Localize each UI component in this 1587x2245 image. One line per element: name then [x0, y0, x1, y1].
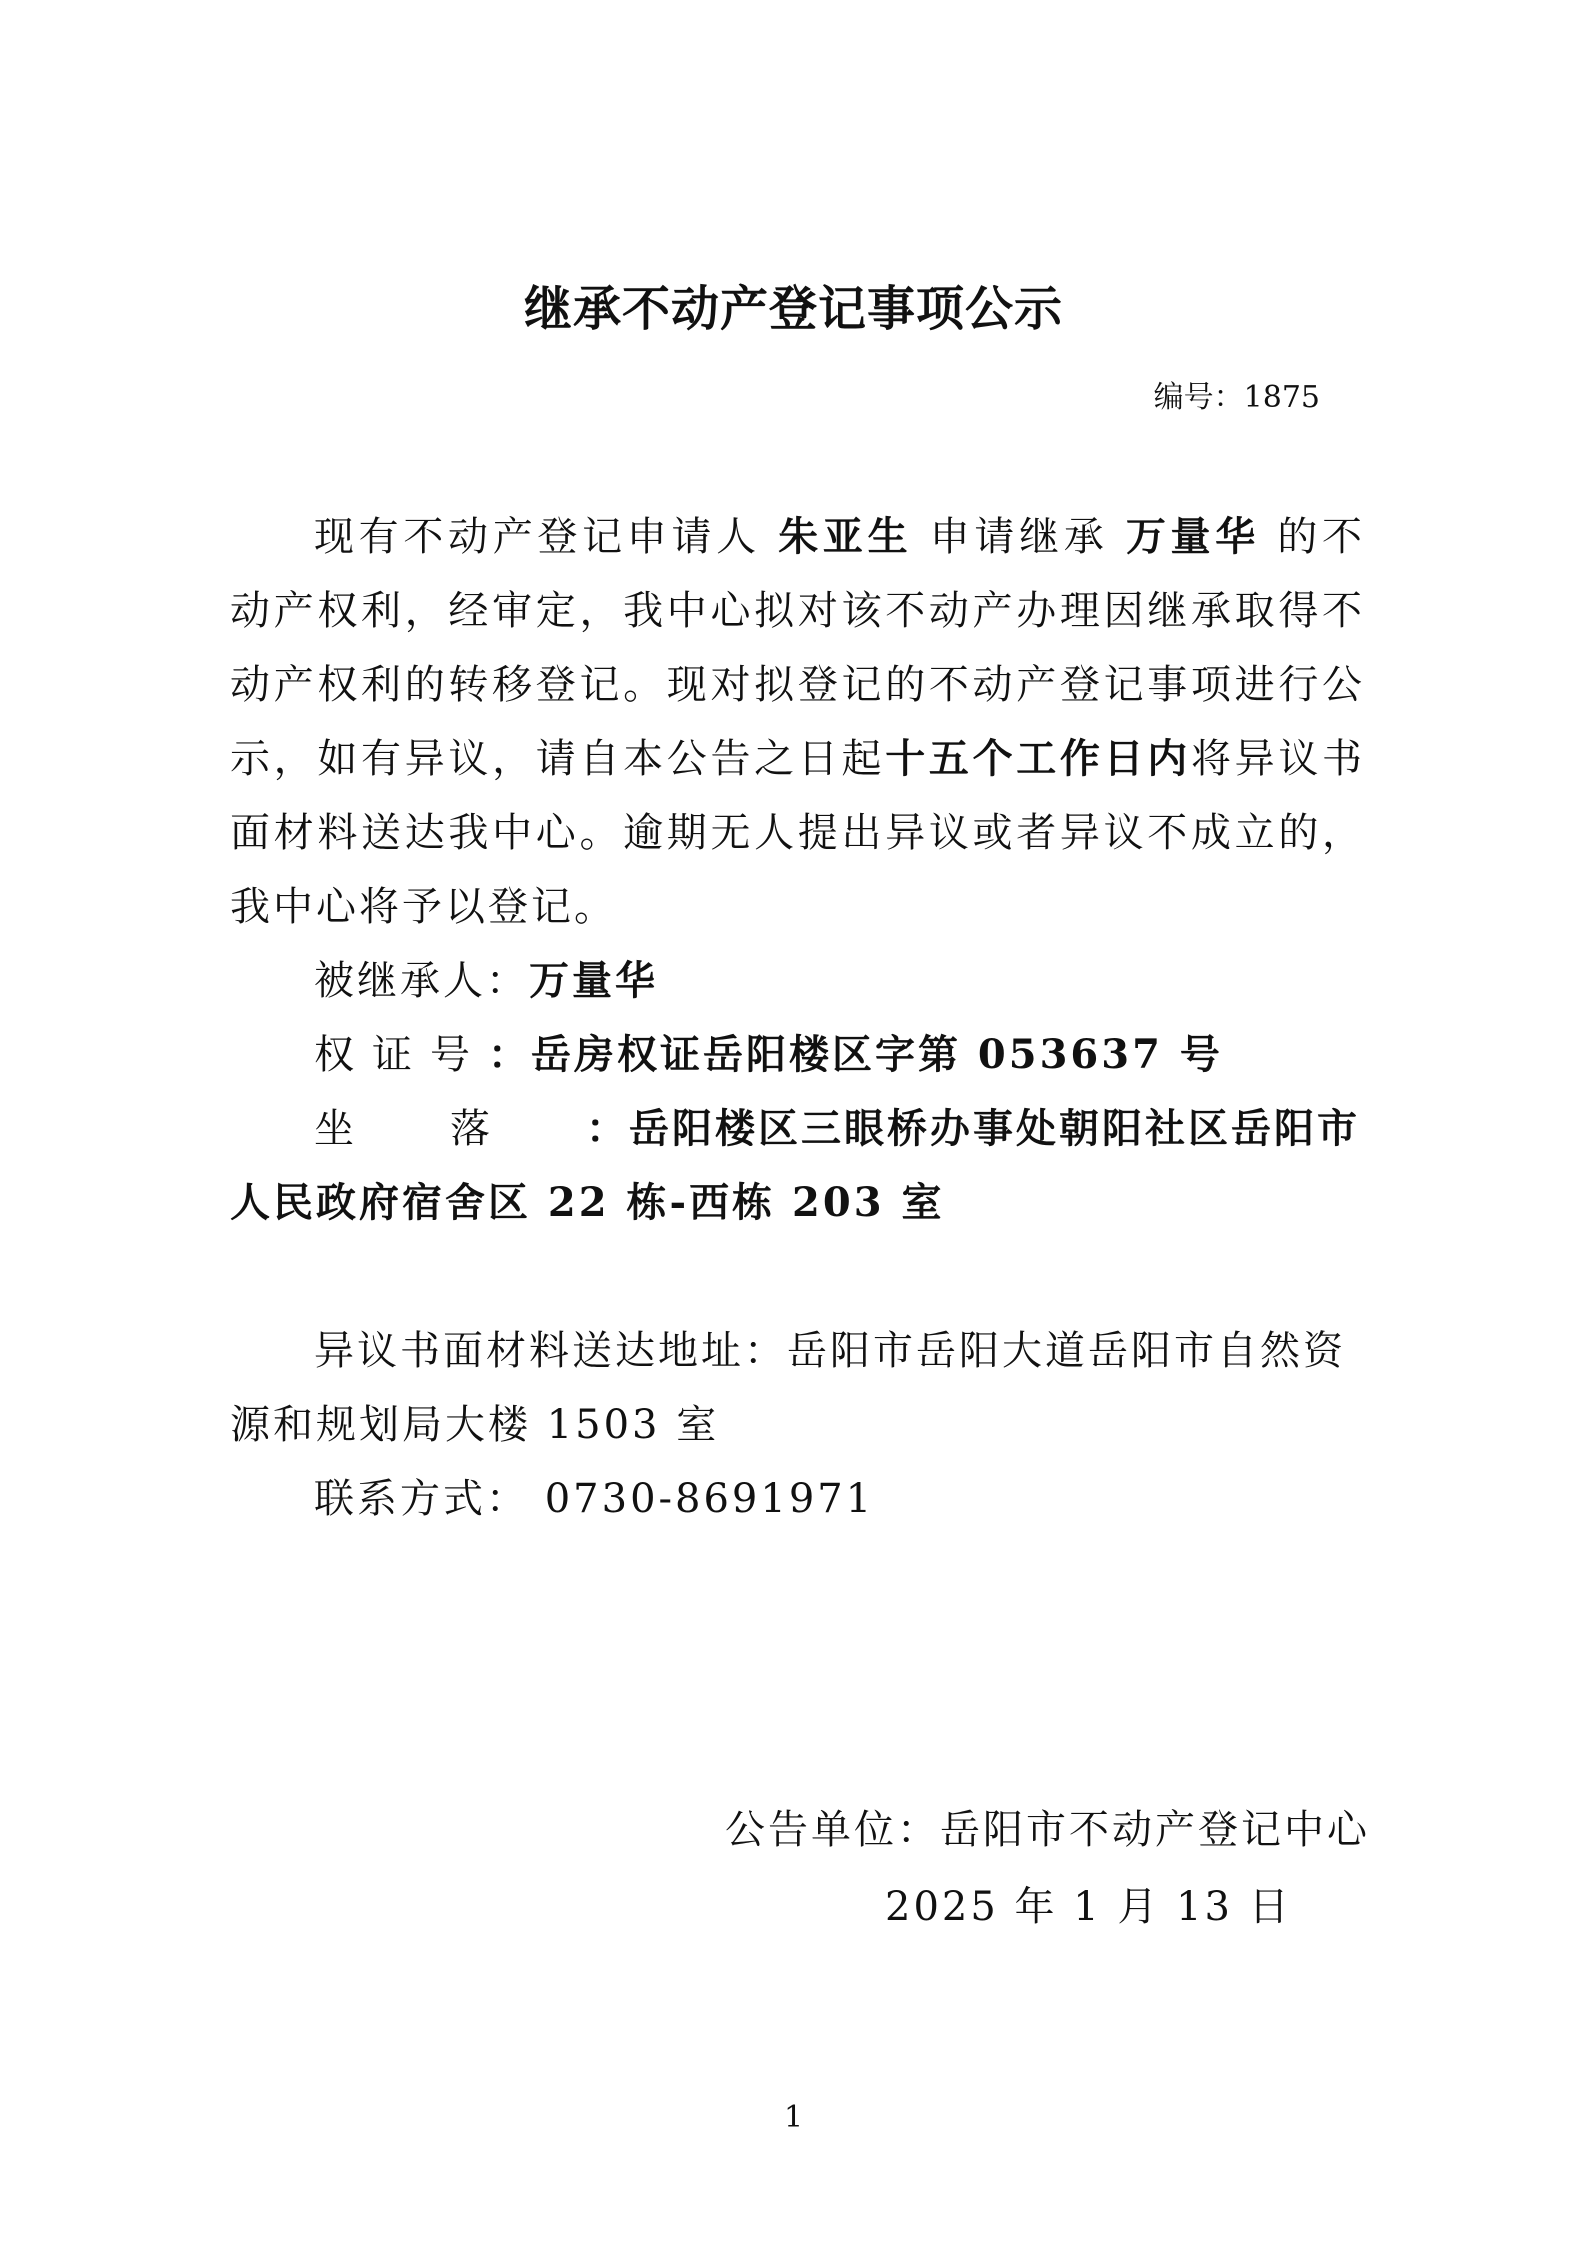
contact-value: 0730-8691971: [529, 1476, 875, 1522]
issuing-organization: 公告单位：岳阳市不动产登记中心: [725, 1807, 1370, 1853]
contact-field: [230, 1462, 1365, 1536]
notice-paragraph: [230, 500, 1365, 944]
paragraph-part4: 将异议书面材料送达我中心。逾期无人提出异议或者异议不成立的，我中心将予以登记。: [230, 736, 1366, 930]
deadline-text: 十五个工作日内: [885, 735, 1191, 782]
certificate-field: [230, 1018, 1365, 1092]
issue-date: 2025 年 1 月 13 日: [885, 1884, 1292, 1930]
decedent-field: [230, 944, 1365, 1018]
document-number: 编号：1875: [1153, 380, 1320, 415]
notice-body: [230, 500, 1365, 1536]
applicant-name: 朱亚生: [778, 513, 913, 560]
location-field: [230, 1092, 1365, 1240]
page-number: 1: [783, 2100, 804, 2135]
certificate-value: 岳房权证岳阳楼区字第 053637 号: [531, 1031, 1223, 1078]
decedent-name: 万量华: [1125, 513, 1260, 560]
objection-address-label: 异议书面材料送达地址：: [314, 1328, 787, 1374]
location-colon: ：: [586, 1105, 629, 1152]
decedent-label: 被继承人：: [314, 958, 529, 1004]
decedent-value: 万量华: [529, 957, 658, 1004]
spacer: [230, 1240, 1365, 1314]
location-value: 岳阳楼区三眼桥办事处朝阳社区岳阳市人民政府宿舍区 22 栋-西栋 203 室: [230, 1105, 1360, 1226]
objection-address: [230, 1314, 1365, 1462]
certificate-label: 权证号: [314, 1032, 488, 1078]
contact-label: 联系方式：: [314, 1476, 529, 1522]
page-title: 继承不动产登记事项公示: [523, 281, 1063, 337]
paragraph-part1: 现有不动产登记申请人: [314, 514, 779, 560]
paragraph-part3: 的不动产权利，经审定，我中心拟对该不动产办理因继承取得不动产权利的转移登记。现对拟登记的不动产登记事项进行公示，如有异议，请自本公告之日起: [230, 514, 1366, 782]
objection-address-value: 岳阳市岳阳大道岳阳市自然资源和规划局大楼 1503 室: [230, 1328, 1346, 1448]
location-label: 坐落: [314, 1106, 586, 1152]
paragraph-part2: 申请继承: [912, 514, 1126, 560]
certificate-colon: ：: [488, 1031, 531, 1078]
